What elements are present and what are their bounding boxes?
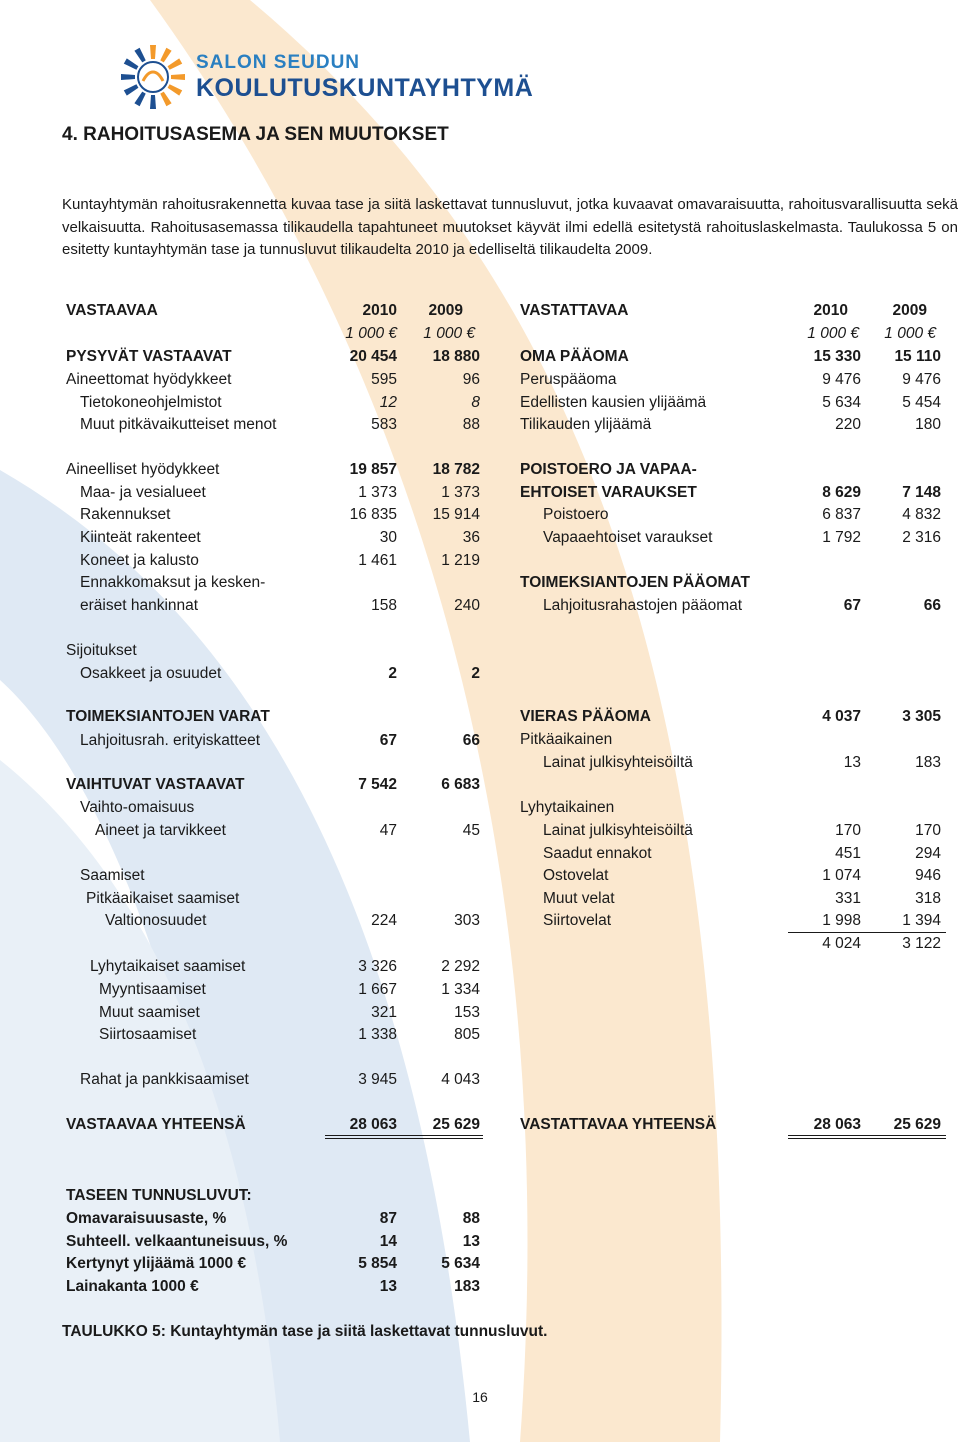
organization-logo xyxy=(118,42,588,114)
table-cell: 30 xyxy=(379,529,397,546)
table-row-label: Saadut ennakot xyxy=(543,845,652,862)
assets-title: VASTAAVAA xyxy=(66,302,158,319)
short-term-subtotal-2009: 3 122 xyxy=(902,935,941,952)
table-row-label: Osakkeet ja osuudet xyxy=(80,665,222,682)
table-cell: 2 xyxy=(388,665,397,682)
table-row-label: Siirtovelat xyxy=(543,912,612,929)
table-row-label: Maa- ja vesialueet xyxy=(80,484,206,501)
table-row-label: POISTOERO JA VAPAA- xyxy=(520,461,697,478)
table-row-label: Pitkäaikainen xyxy=(520,731,613,748)
kpi-label: Suhteell. velkaantuneisuus, % xyxy=(66,1233,288,1250)
table-caption: TAULUKKO 5: Kuntayhtymän tase ja siitä laskettavat tunnusluvut. xyxy=(62,1323,548,1340)
table-row-label: Edellisten kausien ylijäämä xyxy=(520,394,707,411)
table-cell: 595 xyxy=(371,371,397,388)
kpi-label: Omavaraisuusaste, % xyxy=(66,1210,227,1227)
table-cell: 7 148 xyxy=(902,484,941,501)
table-cell: 20 454 xyxy=(349,348,397,365)
assets-total-underline-1 xyxy=(325,1135,483,1136)
table-cell: 153 xyxy=(454,1004,480,1021)
table-cell: 240 xyxy=(454,597,480,614)
table-row-label: VIERAS PÄÄOMA xyxy=(520,708,651,725)
table-row-label: Poistoero xyxy=(543,506,609,523)
table-cell: 583 xyxy=(371,416,397,433)
table-cell: 1 394 xyxy=(902,912,941,929)
table-cell: 1 373 xyxy=(358,484,397,501)
page-number: 16 xyxy=(472,1389,488,1405)
assets-unit-2010: 1 000 € xyxy=(345,325,397,342)
table-cell: 303 xyxy=(454,912,480,929)
table-cell: 1 373 xyxy=(441,484,480,501)
table-row-label: Lahjoitusrah. erityiskatteet xyxy=(80,732,261,749)
sun-logo-icon xyxy=(118,42,188,112)
table-cell: 170 xyxy=(915,822,941,839)
assets-total-2009: 25 629 xyxy=(432,1116,480,1133)
kpi-value-2009: 5 634 xyxy=(441,1255,480,1272)
table-row-label: Vapaaehtoiset varaukset xyxy=(543,529,713,546)
kpi-value-2010: 87 xyxy=(379,1210,397,1227)
table-row-label: Valtionosuudet xyxy=(105,912,207,929)
table-cell: 67 xyxy=(843,597,861,614)
table-cell: 12 xyxy=(379,394,397,411)
table-cell: 9 476 xyxy=(822,371,861,388)
table-row-label: TOIMEKSIANTOJEN VARAT xyxy=(66,708,270,725)
table-cell: 16 835 xyxy=(349,506,397,523)
table-row-label: Lyhytaikainen xyxy=(520,799,615,816)
table-row-label: Muut velat xyxy=(543,890,615,907)
table-cell: 946 xyxy=(915,867,941,884)
table-row-label: Saamiset xyxy=(80,867,145,884)
kpi-value-2009: 183 xyxy=(454,1278,480,1295)
table-cell: 1 219 xyxy=(441,552,480,569)
table-cell: 224 xyxy=(371,912,397,929)
table-row-label: Lainat julkisyhteisöiltä xyxy=(543,754,693,771)
table-cell: 4 832 xyxy=(902,506,941,523)
liabilities-title: VASTATTAVAA xyxy=(520,302,629,319)
table-cell: 3 326 xyxy=(358,958,397,975)
table-cell: 2 xyxy=(471,665,480,682)
kpi-label: Kertynyt ylijäämä 1000 € xyxy=(66,1255,247,1272)
kpi-value-2010: 5 854 xyxy=(358,1255,397,1272)
table-row-label: Sijoitukset xyxy=(66,642,137,659)
liabilities-total-label: VASTATTAVAA YHTEENSÄ xyxy=(520,1116,717,1133)
table-cell: 18 782 xyxy=(432,461,480,478)
table-row-label: Peruspääoma xyxy=(520,371,617,388)
table-row-label: VAIHTUVAT VASTAAVAT xyxy=(66,776,245,793)
table-row-label: Ostovelat xyxy=(543,867,609,884)
table-row-label: PYSYVÄT VASTAAVAT xyxy=(66,348,232,365)
assets-total-2010: 28 063 xyxy=(349,1116,397,1133)
table-cell: 2 316 xyxy=(902,529,941,546)
table-cell: 294 xyxy=(915,845,941,862)
liabilities-total-2009: 25 629 xyxy=(893,1116,941,1133)
assets-year-2009: 2009 xyxy=(428,302,463,319)
table-row-label: Pitkäaikaiset saamiset xyxy=(86,890,240,907)
table-cell: 331 xyxy=(835,890,861,907)
table-cell: 321 xyxy=(371,1004,397,1021)
liabilities-unit-2010: 1 000 € xyxy=(807,325,859,342)
table-cell: 1 334 xyxy=(441,981,480,998)
table-cell: 66 xyxy=(923,597,941,614)
table-row-label: Aineet ja tarvikkeet xyxy=(95,822,226,839)
intro-paragraph: Kuntayhtymän rahoitusrakennetta kuvaa tase ja siitä laskettavat tunnusluvut, jotka kuvaavat omavaraisuutta, rahoitusvarallisuutta sekä velkaisuutta. Rahoitusasemassa tilikaudella tapahtuneet muutokset käyvät ilmi edellä esitetystä rahoituslaskelmasta. Taulukossa 5 on esitetty kuntayhtymän tase ja tunnusluvut tilikaudelta 2010 ja edelliseltä tilikaudelta 2009. xyxy=(62,196,958,258)
table-cell: 4 037 xyxy=(822,708,861,725)
table-cell: 36 xyxy=(462,529,480,546)
table-row-label: Tietokoneohjelmistot xyxy=(80,394,222,411)
table-cell: 96 xyxy=(462,371,480,388)
table-cell: 67 xyxy=(379,732,397,749)
table-cell: 5 634 xyxy=(822,394,861,411)
table-row-label: EHTOISET VARAUKSET xyxy=(520,484,697,501)
table-cell: 47 xyxy=(379,822,397,839)
kpi-label: Lainakanta 1000 € xyxy=(66,1278,199,1295)
table-row-label: Lyhytaikaiset saamiset xyxy=(90,958,246,975)
table-cell: 180 xyxy=(915,416,941,433)
subtotal-rule xyxy=(788,932,946,933)
table-cell: 15 110 xyxy=(894,348,941,365)
liabilities-year-2010: 2010 xyxy=(813,302,848,319)
table-row-label: Lahjoitusrahastojen pääomat xyxy=(543,597,743,614)
table-row-label: Tilikauden ylijäämä xyxy=(520,416,652,433)
table-row-label: OMA PÄÄOMA xyxy=(520,348,629,365)
assets-year-2010: 2010 xyxy=(362,302,397,319)
table-row-label: Kiinteät rakenteet xyxy=(80,529,201,546)
table-cell: 1 338 xyxy=(358,1026,397,1043)
kpi-value-2009: 88 xyxy=(462,1210,480,1227)
table-cell: 66 xyxy=(462,732,480,749)
table-row-label: Myyntisaamiset xyxy=(99,981,206,998)
kpi-title: TASEEN TUNNUSLUVUT: xyxy=(66,1187,252,1204)
kpi-value-2010: 14 xyxy=(379,1233,397,1250)
liabilities-total-2010: 28 063 xyxy=(813,1116,861,1133)
table-cell: 18 880 xyxy=(432,348,480,365)
table-row-label: Siirtosaamiset xyxy=(99,1026,197,1043)
table-cell: 8 629 xyxy=(822,484,861,501)
table-cell: 220 xyxy=(835,416,861,433)
table-cell: 6 837 xyxy=(822,506,861,523)
table-cell: 451 xyxy=(835,845,861,862)
table-row-label: Ennakkomaksut ja kesken- xyxy=(80,574,266,591)
logo-line-1: SALON SEUDUN xyxy=(196,52,361,73)
table-row-label: Aineettomat hyödykkeet xyxy=(66,371,232,388)
table-row-label: Muut saamiset xyxy=(99,1004,200,1021)
table-cell: 3 945 xyxy=(358,1071,397,1088)
table-row-label: Vaihto-omaisuus xyxy=(80,799,195,816)
table-cell: 13 xyxy=(843,754,861,771)
table-cell: 1 461 xyxy=(358,552,397,569)
table-cell: 9 476 xyxy=(902,371,941,388)
table-cell: 170 xyxy=(835,822,861,839)
table-cell: 1 792 xyxy=(822,529,861,546)
table-cell: 19 857 xyxy=(349,461,397,478)
table-cell: 8 xyxy=(471,394,480,411)
table-cell: 3 305 xyxy=(902,708,941,725)
table-cell: 45 xyxy=(462,822,480,839)
short-term-subtotal-2010: 4 024 xyxy=(822,935,861,952)
table-cell: 4 043 xyxy=(441,1071,480,1088)
table-row-label: eräiset hankinnat xyxy=(80,597,199,614)
table-cell: 7 542 xyxy=(358,776,397,793)
liabilities-unit-2009: 1 000 € xyxy=(884,325,936,342)
table-row-label: Rahat ja pankkisaamiset xyxy=(80,1071,249,1088)
kpi-value-2010: 13 xyxy=(379,1278,397,1295)
table-cell: 183 xyxy=(915,754,941,771)
table-cell: 1 074 xyxy=(822,867,861,884)
table-row-label: Koneet ja kalusto xyxy=(80,552,199,569)
assets-total-underline-2 xyxy=(325,1138,483,1139)
kpi-value-2009: 13 xyxy=(462,1233,480,1250)
table-row-label: Aineelliset hyödykkeet xyxy=(66,461,220,478)
table-cell: 6 683 xyxy=(441,776,480,793)
table-row-label: Lainat julkisyhteisöiltä xyxy=(543,822,693,839)
table-row-label: Muut pitkävaikutteiset menot xyxy=(80,416,277,433)
liabilities-total-underline-1 xyxy=(788,1135,946,1136)
assets-unit-2009: 1 000 € xyxy=(423,325,475,342)
section-heading: 4. RAHOITUSASEMA JA SEN MUUTOKSET xyxy=(62,124,449,145)
table-cell: 318 xyxy=(915,890,941,907)
assets-total-label: VASTAAVAA YHTEENSÄ xyxy=(66,1116,246,1133)
table-cell: 15 914 xyxy=(432,506,480,523)
table-cell: 1 998 xyxy=(822,912,861,929)
table-row-label: TOIMEKSIANTOJEN PÄÄOMAT xyxy=(520,574,750,591)
liabilities-year-2009: 2009 xyxy=(892,302,927,319)
table-cell: 805 xyxy=(454,1026,480,1043)
table-cell: 5 454 xyxy=(902,394,941,411)
liabilities-total-underline-2 xyxy=(788,1138,946,1139)
table-cell: 15 330 xyxy=(813,348,861,365)
table-cell: 1 667 xyxy=(358,981,397,998)
logo-line-2: KOULUTUSKUNTAYHTYMÄ xyxy=(196,74,534,102)
table-cell: 2 292 xyxy=(441,958,480,975)
table-row-label: Rakennukset xyxy=(80,506,171,523)
table-cell: 158 xyxy=(371,597,397,614)
table-cell: 88 xyxy=(462,416,480,433)
